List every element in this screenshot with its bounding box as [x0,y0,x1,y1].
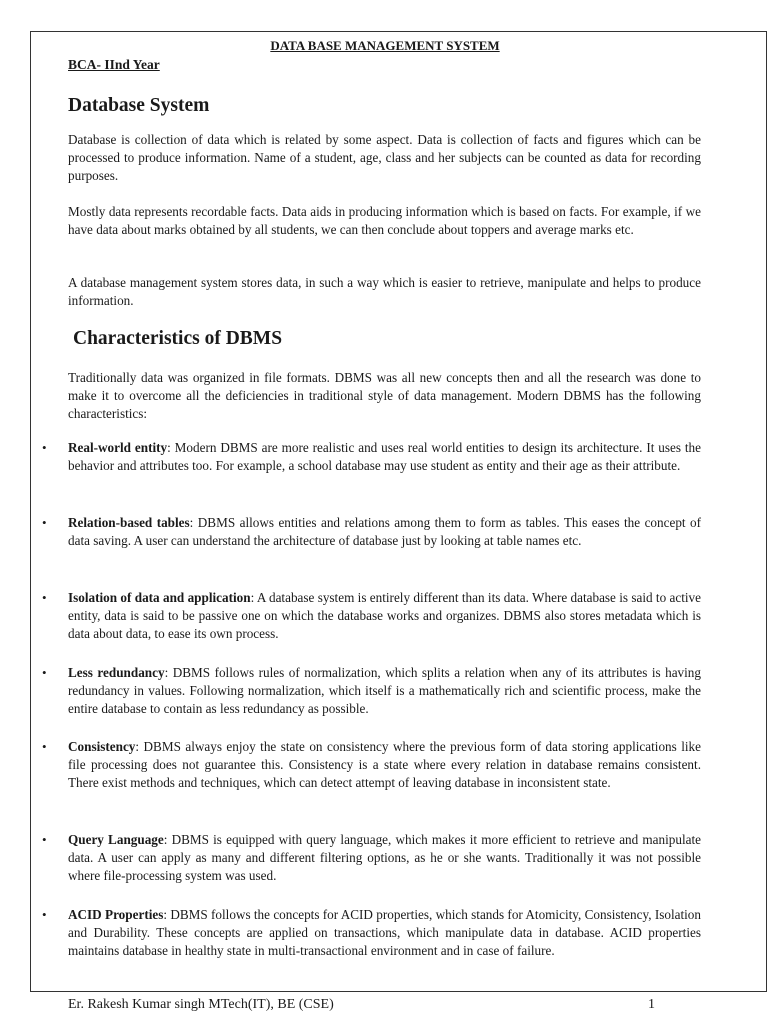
bullet-text: : Modern DBMS are more realistic and uses real world entities to design its architecture. It uses the behavior and attributes too. For example, a school database may use student as entity and their age as their attribute. [68,440,701,473]
list-item [42,589,701,643]
document-title: DATA BASE MANAGEMENT SYSTEM [270,38,500,53]
bullet-term: Consistency [68,739,136,754]
paragraph: A database management system stores data, in such a way which is easier to retrieve, manipulate and helps to produce information. [68,275,701,308]
bullet-term: Relation-based tables [68,515,190,530]
bullet-text: : DBMS allows entities and relations among them to form as tables. This eases the concept of data saving. A user can understand the architecture of database just by looking at table names etc. [68,515,701,548]
bullet-icon: • [42,515,47,530]
bullet-term: Less redundancy [68,665,165,680]
page-number: 1 [648,997,655,1012]
bullet-icon: • [42,907,47,922]
bullet-icon: • [42,832,47,847]
bullet-text: : A database system is entirely different than its data. Where database is said to active entity, data is said to be passive one on which the database works and organizes. DBMS also stores metadata which is data about data, to ease its own process. [68,590,701,641]
list-item [42,664,701,718]
list-item [42,439,701,475]
bullet-term: Real-world entity [68,440,168,455]
bullet-text: : DBMS always enjoy the state on consistency where the previous form of data storing applications like file processing does not guarantee this. Consistency is a state where every relation in database remains consistent. There exist methods and techniques, which can detect attempt of leaving database in inconsistent state. [68,739,701,790]
bullet-icon: • [42,665,47,680]
list-item [42,514,701,550]
list-item [42,906,701,960]
bullet-icon: • [42,739,47,754]
bullet-icon: • [42,440,47,455]
paragraph: Traditionally data was organized in file formats. DBMS was all new concepts then and all the research was done to make it to overcome all the deficiencies in traditional style of data management. Modern DBMS has the following characteristics: [68,370,701,421]
paragraph: Mostly data represents recordable facts. Data aids in producing information which is based on facts. For example, if we have data about marks obtained by all students, we can then conclude about toppers and average marks etc. [68,204,701,237]
footer-author: Er. Rakesh Kumar singh MTech(IT), BE (CSE) [68,997,334,1012]
list-item [42,738,701,792]
bullet-text: : DBMS follows the concepts for ACID properties, which stands for Atomicity, Consistency, Isolation and Durability. These concepts are applied on transactions, which manipulate data in database. ACID properties maintains database in healthy state in multi-transactional environment and in case of failure. [68,907,701,958]
bullet-term: ACID Properties [68,907,164,922]
section-heading-database-system: Database System [68,95,210,116]
bullet-term: Isolation of data and application [68,590,251,605]
bullet-icon: • [42,590,47,605]
bullet-term: Query Language [68,832,164,847]
bullet-text: : DBMS follows rules of normalization, which splits a relation when any of its attributes is having redundancy in values. Following normalization, which itself is a mathematically rich and scientific process, make the entire database to contain as less redundancy as possible. [68,665,701,716]
list-item [42,831,702,885]
course-year-label: BCA- IInd Year [68,57,160,72]
bullet-text: : DBMS is equipped with query language, which makes it more efficient to retrieve and manipulate data. A user can apply as many and different filtering options, as he or she wants. Traditionally it was not possible where file-processing system was used. [68,832,702,883]
section-heading-characteristics: Characteristics of DBMS [73,328,283,349]
paragraph: Database is collection of data which is related by some aspect. Data is collection of facts and figures which can be processed to produce information. Name of a student, age, class and her subjects can be counted as data for recording purposes. [68,132,701,183]
